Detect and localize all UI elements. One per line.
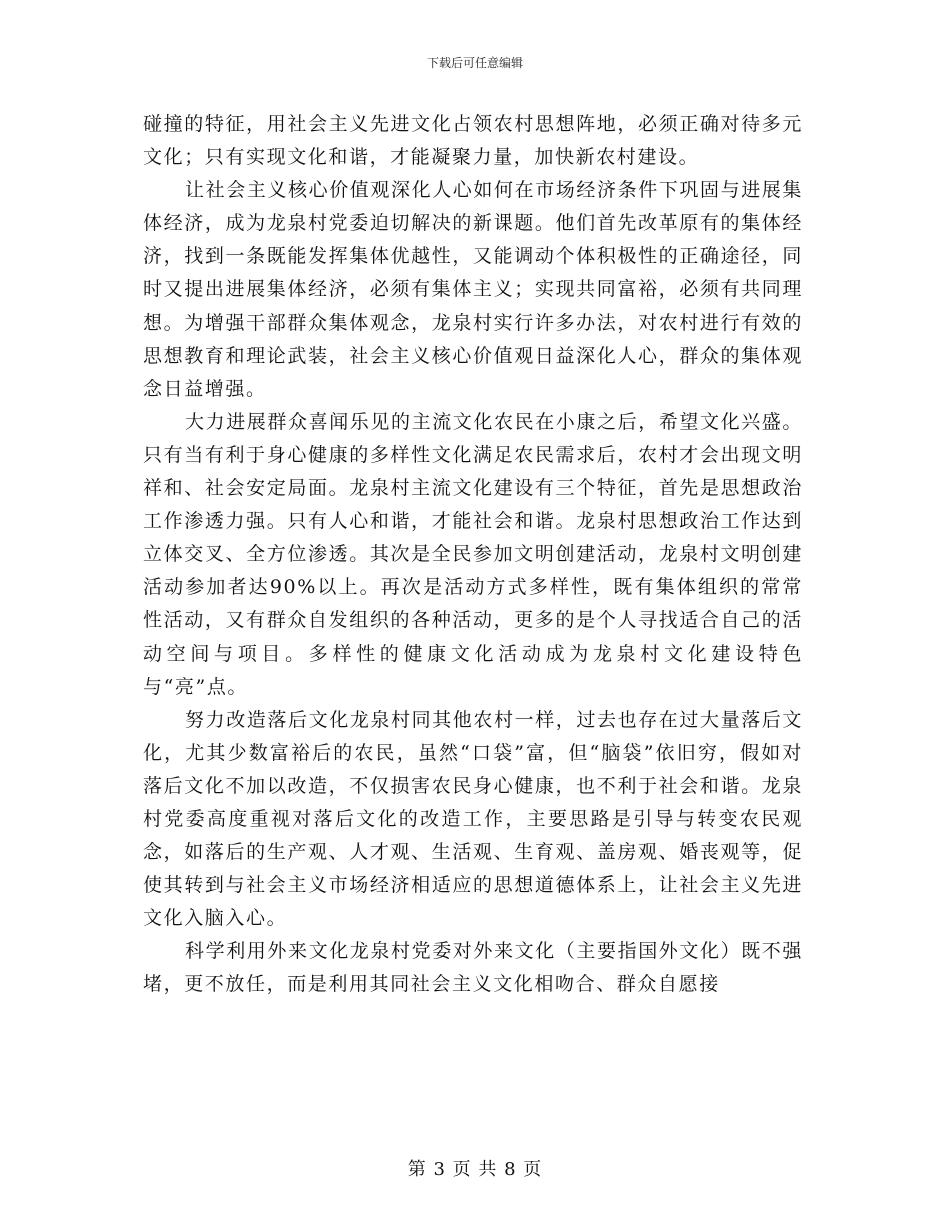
paragraph-4: 努力改造落后文化龙泉村同其他农村一样，过去也存在过大量落后文化，尤其少数富裕后的农民，虽然“口袋”富，但“脑袋”依旧穷，假如对落后文化不加以改造，不仅损害农民身心健康，也不利于社会和谐。龙泉村党委高度重视对落后文化的改造工作，主要思路是引导与转变农民观念，如落后的生产观、人才观、生活观、生育观、盖房观、婚丧观等，促使其转到与社会主义市场经济相适应的思想道德体系上，让社会主义先进文化入脑入心。 xyxy=(143,708,804,930)
document-body xyxy=(143,108,803,1002)
page-header: 下载后可任意编辑 xyxy=(426,56,523,70)
page-number-footer: 第 3 页 共 8 页 xyxy=(407,1159,543,1180)
paragraph-5: 科学利用外来文化龙泉村党委对外来文化（主要指国外文化）既不强堵，更不放任，而是利用其同社会主义文化相吻合、群众自愿接 xyxy=(143,940,804,996)
paragraph-3: 大力进展群众喜闻乐见的主流文化农民在小康之后，希望文化兴盛。只有当有利于身心健康的多样性文化满足农民需求后，农村才会出现文明祥和、社会安定局面。龙泉村主流文化建设有三个特征，首先是思想政治工作渗透力强。只有人心和谐，才能社会和谐。龙泉村思想政治工作达到立体交叉、全方位渗透。其次是全民参加文明创建活动，龙泉村文明创建活动参加者达90%以上。再次是活动方式多样性，既有集体组织的常常性活动，又有群众自发组织的各种活动，更多的是个人寻找适合自己的活动空间与项目。多样性的健康文化活动成为龙泉村文化建设特色与“亮”点。 xyxy=(143,410,804,698)
paragraph-2: 让社会主义核心价值观深化人心如何在市场经济条件下巩固与进展集体经济，成为龙泉村党委迫切解决的新课题。他们首先改革原有的集体经济，找到一条既能发挥集体优越性，又能调动个体积极性的正确途径，同时又提出进展集体经济，必须有集体主义；实现共同富裕，必须有共同理想。为增强干部群众集体观念，龙泉村实行许多办法，对农村进行有效的思想教育和理论武装，社会主义核心价值观日益深化人心，群众的集体观念日益增强。 xyxy=(143,179,804,400)
paragraph-1: 碰撞的特征，用社会主义先进文化占领农村思想阵地，必须正确对待多元文化；只有实现文化和谐，才能凝聚力量，加快新农村建设。 xyxy=(143,113,803,169)
